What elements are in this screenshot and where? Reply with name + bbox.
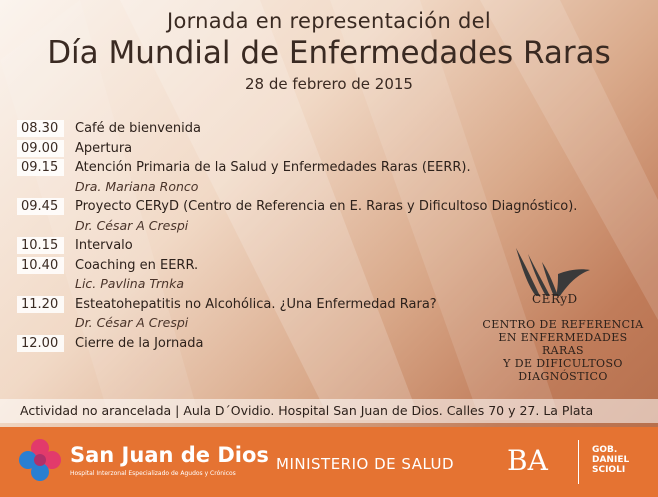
schedule-activity: Cierre de la Jornada <box>75 335 204 351</box>
gob-line: GOB. <box>592 445 618 455</box>
schedule-row <box>17 119 647 139</box>
schedule-speaker: Dra. Mariana Ronco <box>75 178 199 194</box>
schedule-activity: Apertura <box>75 140 133 156</box>
schedule-activity: Coaching en EERR. <box>75 257 199 273</box>
schedule-time: 11.20 <box>17 296 64 313</box>
ceryd-desc-line: Y DE DIFICULTOSO <box>503 357 623 370</box>
schedule-speaker-row <box>17 217 647 237</box>
hospital-subtitle: Hospital Interzonal Especializado de Agudos y Crónicos <box>70 470 236 477</box>
schedule-activity: Proyecto CERyD (Centro de Referencia en E. Raras y Dificultoso Diagnóstico). <box>75 199 578 214</box>
ceryd-desc-line: DIAGNÓSTICO <box>518 370 608 383</box>
schedule-time: 10.15 <box>17 237 64 254</box>
schedule-speaker: Lic. Pavlina Trnka <box>75 276 184 291</box>
schedule-activity: Esteatohepatitis no Alcohólica. ¿Una Enfermedad Rara? <box>75 296 437 312</box>
divider <box>578 440 579 484</box>
ba-logo: BA <box>507 444 548 477</box>
schedule-time: 09.15 <box>17 159 64 176</box>
schedule-time: 08.30 <box>17 120 64 137</box>
schedule-row <box>17 197 647 217</box>
gob-line: DANIEL <box>592 455 630 465</box>
schedule-row <box>17 158 647 178</box>
schedule-row <box>17 139 647 159</box>
poster-header <box>0 8 658 94</box>
schedule-activity: Atención Primaria de la Salud y Enfermedades Raras (EERR). <box>75 160 471 175</box>
ceryd-desc-line: EN ENFERMEDADES RARAS <box>498 331 628 357</box>
schedule-speaker: Dr. César A Crespi <box>75 315 189 330</box>
schedule-speaker: Dr. César A Crespi <box>75 217 189 233</box>
hospital-name: San Juan de Dios <box>70 443 269 467</box>
hospital-cross-icon <box>16 436 64 484</box>
gob-logo <box>592 445 629 475</box>
header-date: 28 de febrero de 2015 <box>245 75 413 93</box>
header-title: Día Mundial de Enfermedades Raras <box>47 35 611 71</box>
gob-line: SCIOLI <box>592 465 626 475</box>
ceryd-name: CERyD <box>532 292 578 306</box>
header-line1: Jornada en representación del <box>166 9 492 33</box>
schedule-activity: Café de bienvenida <box>75 121 201 136</box>
ceryd-desc-line: CENTRO DE REFERENCIA <box>482 318 644 331</box>
footer-info: Actividad no arancelada | Aula D´Ovidio. Hospital San Juan de Dios. Calles 70 y 27. La Plata <box>20 403 594 418</box>
schedule-time: 12.00 <box>17 335 64 352</box>
schedule-time: 09.00 <box>17 140 64 157</box>
schedule-activity: Intervalo <box>75 238 133 253</box>
schedule-time: 10.40 <box>17 257 64 274</box>
ministry-name: MINISTERIO DE SALUD <box>276 455 455 473</box>
ceryd-description <box>478 318 648 383</box>
schedule-time: 09.45 <box>17 198 64 215</box>
schedule-speaker-row <box>17 178 647 198</box>
